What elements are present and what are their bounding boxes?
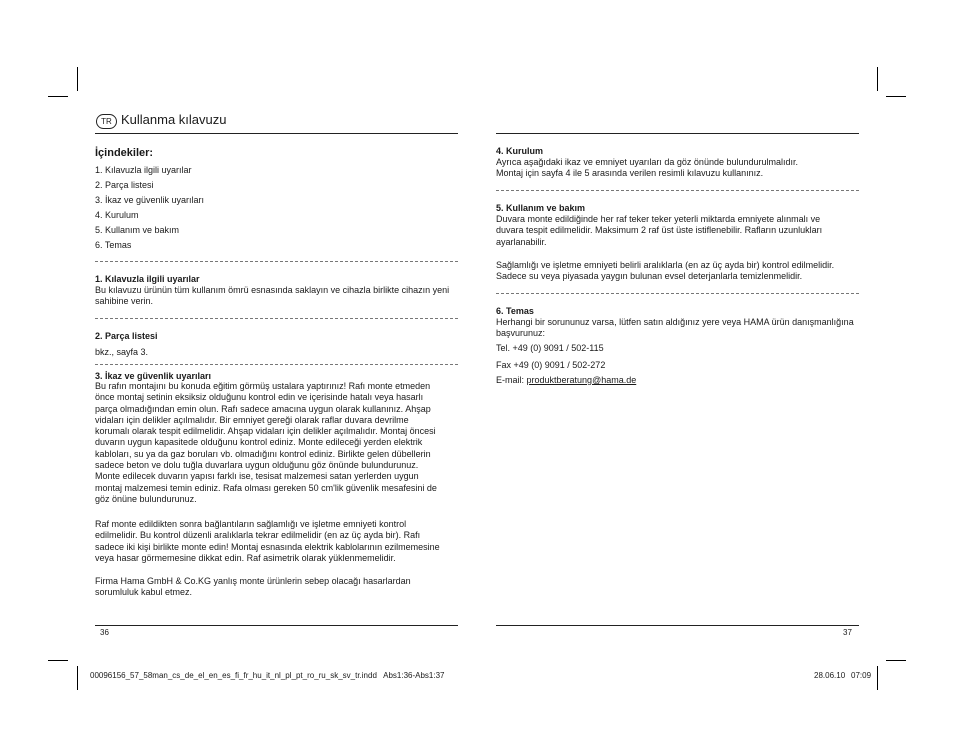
section-divider xyxy=(95,261,458,262)
section-body: Herhangi bir sorununuz varsa, lütfen satın aldığınız yere veya HAMA ürün danışmanlığına başvurunuz: xyxy=(496,317,854,339)
section-heading: 3. İkaz ve güvenlik uyarıları xyxy=(95,371,212,381)
crop-mark xyxy=(48,96,68,97)
section-heading: 6. Temas xyxy=(496,306,534,316)
toc-item: 2. Parça listesi xyxy=(95,180,154,190)
section-body: Bu rafın montajını bu konuda eğitim görmüş ustalara yaptırınız! Rafı monte etmeden önce montaj setinin eksiksiz olduğunu kontrol edin ve içerisinde hatalı veya hasarlı parça olmadığından emin olun. Rafı sadece amacına uygun olarak kullanınız. Ahşap vidaları için delikler açılmalıdır. Bir emniyet gereği olarak raflar duvara devrilme korumalı olarak tespit edilmelidir. Ahşap vidaları için delikler açılmalıdır. Montaj öncesi duvarın uygun kapasitede olduğunu kontrol ediniz. Monte edileceği yerden elektrik kabloları, su ya da gaz boruları vb. olmadığını kontrol ediniz. Birlikte gelen dübellerin sadece beton ve dolu tuğla duvarlara uygun olduğunu göz önünde bulundurunuz. Monte edilecek duvarın yapısı farklı ise, tesisat malzemesi satan yerlerden uygun montaj malzemesi temin ediniz. Rafa olması gereken 50 cm'lik güvenlik mesafesini de göz önüne bulundurunuz. xyxy=(95,381,437,504)
crop-mark xyxy=(77,666,78,690)
contact-fax: Fax +49 (0) 9091 / 502-272 xyxy=(496,360,606,370)
section-body: Sağlamlığı ve işletme emniyeti belirli aralıklarla (en az üç ayda bir) kontrol edilmelidir. Sadece su veya piyasada yaygın bulunan evsel deterjanlarla temizlenmelidir. xyxy=(496,260,835,282)
toc-list xyxy=(95,163,204,253)
file-slug: 00096156_57_58man_cs_de_el_en_es_fi_fr_hu_it_nl_pl_pt_ro_ru_sk_sv_tr.indd Abs1:36-Abs1:37 xyxy=(90,671,445,680)
footer-rule xyxy=(496,625,859,626)
section-body: Bu kılavuzu ürünün tüm kullanım ömrü esnasında saklayın ve cihazla birlikte cihazın yeni sahibine verin. xyxy=(95,285,450,307)
section-body: Firma Hama GmbH & Co.KG yanlış monte ürünlerin sebep olacağı hasarlardan sorumluluk kabul etmez. xyxy=(95,576,411,598)
section-body: Ayrıca aşağıdaki ikaz ve emniyet uyarıları da göz önünde bulundurulmalıdır. Montaj için sayfa 4 ile 5 arasında verilen resimli kılavuzu kullanınız. xyxy=(496,157,799,179)
page-title: Kullanma kılavuzu xyxy=(121,112,227,127)
language-badge: TR xyxy=(96,114,117,129)
page-number-right: 37 xyxy=(843,628,852,637)
email-link[interactable]: produktberatung@hama.de xyxy=(526,375,637,385)
contact-email xyxy=(496,375,636,386)
toc-heading: İçindekiler: xyxy=(95,147,154,159)
toc-item: 1. Kılavuzla ilgili uyarılar xyxy=(95,165,192,175)
header-rule xyxy=(95,133,458,134)
section-heading: 1. Kılavuzla ilgili uyarılar xyxy=(95,274,200,284)
footer-rule xyxy=(95,625,458,626)
section-divider xyxy=(95,364,458,365)
page-number-left: 36 xyxy=(100,628,109,637)
email-label: E-mail: xyxy=(496,375,527,385)
crop-mark xyxy=(77,67,78,91)
contact-phone: Tel. +49 (0) 9091 / 502-115 xyxy=(496,343,604,353)
crop-mark xyxy=(48,660,68,661)
slug-time: 07:09 xyxy=(851,671,872,680)
section-body: bkz., sayfa 3. xyxy=(95,347,149,357)
toc-item: 5. Kullanım ve bakım xyxy=(95,225,180,235)
crop-mark xyxy=(877,666,878,690)
crop-mark xyxy=(886,96,906,97)
section-heading: 2. Parça listesi xyxy=(95,331,158,341)
section-body: Raf monte edildikten sonra bağlantıların sağlamlığı ve işletme emniyeti kontrol edilmelidir. Bu kontrol düzenli aralıklarla tekrar edilmelidir (en az üç ayda bir). Rafı sadece iki kişi birlikte monte edin! Montaj esnasında elektrik kablolarının ezilmemesine veya hasar görmemesine dikkat edin. Raf asimetrik olarak yüklenmemelidir. xyxy=(95,519,440,563)
section-divider xyxy=(496,293,859,294)
crop-mark xyxy=(886,660,906,661)
section-heading: 4. Kurulum xyxy=(496,146,544,156)
section-heading: 5. Kullanım ve bakım xyxy=(496,203,586,213)
header-rule xyxy=(496,133,859,134)
section-divider xyxy=(95,318,458,319)
crop-mark xyxy=(877,67,878,91)
section-body: Duvara monte edildiğinde her raf teker teker yeterli miktarda emniyete alınmalı ve duvara tespit edilmelidir. Maksimum 2 raf üst üste istiflenebilir. Rafların uzunlukları ayarlanabilir. xyxy=(496,214,823,247)
toc-item: 6. Temas xyxy=(95,240,132,250)
toc-item: 4. Kurulum xyxy=(95,210,139,220)
section-divider xyxy=(496,190,859,191)
slug-date: 28.06.10 xyxy=(814,671,846,680)
toc-item: 3. İkaz ve güvenlik uyarıları xyxy=(95,195,205,205)
